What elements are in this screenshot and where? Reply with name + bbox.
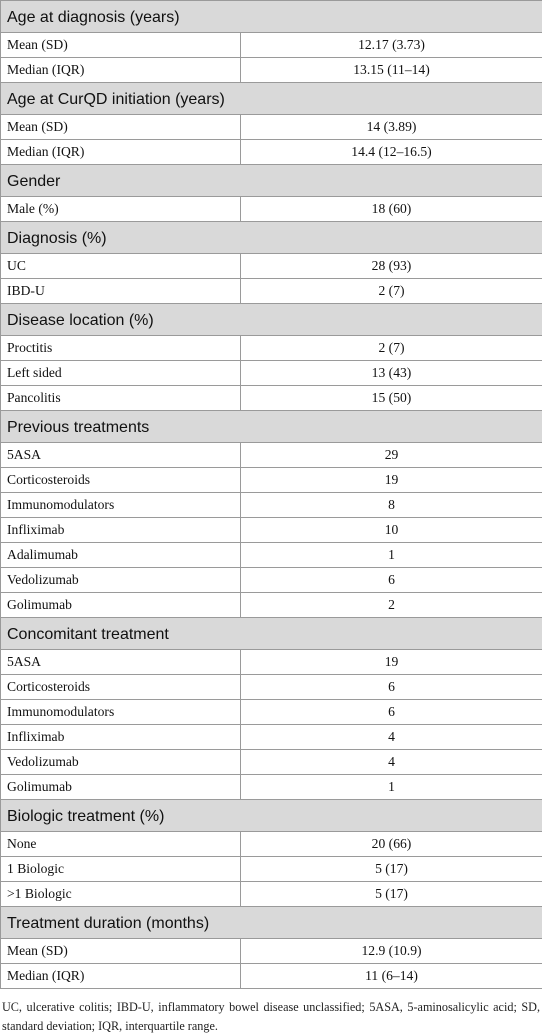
row-label: Median (IQR) [1,964,241,989]
row-label: None [1,832,241,857]
row-label: Vedolizumab [1,568,241,593]
row-label: Proctitis [1,336,241,361]
row-value: 8 [241,493,542,518]
row-value: 20 (66) [241,832,542,857]
section-header-row [1,618,542,650]
row-value: 15 (50) [241,386,542,411]
table-row [1,197,542,222]
row-value: 18 (60) [241,197,542,222]
table-row [1,775,542,800]
row-label: Immunomodulators [1,700,241,725]
section-header-row [1,411,542,443]
section-header-row [1,83,542,115]
table-row [1,964,542,989]
section-header-row [1,222,542,254]
section-header-row [1,907,542,939]
row-label: Mean (SD) [1,939,241,964]
row-value: 19 [241,468,542,493]
section-title: Previous treatments [1,411,542,443]
table-row [1,115,542,140]
row-value: 1 [241,543,542,568]
section-title: Age at diagnosis (years) [1,1,542,33]
row-label: Vedolizumab [1,750,241,775]
row-value: 11 (6–14) [241,964,542,989]
row-label: Adalimumab [1,543,241,568]
row-value: 13 (43) [241,361,542,386]
table-row [1,386,542,411]
table-row [1,750,542,775]
row-value: 4 [241,725,542,750]
table-row [1,857,542,882]
row-value: 6 [241,675,542,700]
row-label: Mean (SD) [1,115,241,140]
row-value: 5 (17) [241,857,542,882]
table-row [1,593,542,618]
row-value: 2 (7) [241,279,542,304]
row-value: 29 [241,443,542,468]
row-value: 2 [241,593,542,618]
row-label: 5ASA [1,650,241,675]
table-row [1,468,542,493]
row-value: 13.15 (11–14) [241,58,542,83]
row-value: 14 (3.89) [241,115,542,140]
row-value: 5 (17) [241,882,542,907]
section-title: Biologic treatment (%) [1,800,542,832]
section-title: Concomitant treatment [1,618,542,650]
table-row [1,443,542,468]
row-value: 19 [241,650,542,675]
row-label: Golimumab [1,593,241,618]
row-label: Male (%) [1,197,241,222]
row-label: Corticosteroids [1,468,241,493]
table-row [1,882,542,907]
section-header-row [1,800,542,832]
row-label: Infliximab [1,725,241,750]
row-label: Infliximab [1,518,241,543]
section-title: Disease location (%) [1,304,542,336]
row-label: >1 Biologic [1,882,241,907]
table-row [1,336,542,361]
table-row [1,140,542,165]
row-value: 28 (93) [241,254,542,279]
section-header-row [1,165,542,197]
table-row [1,725,542,750]
table-row [1,939,542,964]
row-value: 6 [241,700,542,725]
table-row [1,33,542,58]
row-value: 12.9 (10.9) [241,939,542,964]
row-value: 10 [241,518,542,543]
row-label: Left sided [1,361,241,386]
row-value: 1 [241,775,542,800]
row-label: 1 Biologic [1,857,241,882]
row-label: Corticosteroids [1,675,241,700]
table-row [1,254,542,279]
table-body [1,1,542,989]
table-row [1,568,542,593]
section-title: Diagnosis (%) [1,222,542,254]
row-label: Immunomodulators [1,493,241,518]
row-value: 12.17 (3.73) [241,33,542,58]
section-title: Age at CurQD initiation (years) [1,83,542,115]
table-footnote: UC, ulcerative colitis; IBD-U, inflammatory bowel disease unclassified; 5ASA, 5-aminosalicylic acid; SD, standard deviation; IQR, interquartile range. [0,989,542,1036]
row-value: 2 (7) [241,336,542,361]
table-row [1,58,542,83]
row-value: 14.4 (12–16.5) [241,140,542,165]
row-label: Pancolitis [1,386,241,411]
row-value: 4 [241,750,542,775]
table-row [1,493,542,518]
row-label: Median (IQR) [1,140,241,165]
table-row [1,675,542,700]
row-label: Median (IQR) [1,58,241,83]
section-title: Treatment duration (months) [1,907,542,939]
row-label: UC [1,254,241,279]
table-row [1,650,542,675]
table-row [1,279,542,304]
section-title: Gender [1,165,542,197]
section-header-row [1,304,542,336]
table-row [1,700,542,725]
table-row [1,543,542,568]
table-row [1,518,542,543]
row-label: IBD-U [1,279,241,304]
table-row [1,832,542,857]
row-label: Mean (SD) [1,33,241,58]
row-value: 6 [241,568,542,593]
row-label: 5ASA [1,443,241,468]
section-header-row [1,1,542,33]
row-label: Golimumab [1,775,241,800]
table-row [1,361,542,386]
